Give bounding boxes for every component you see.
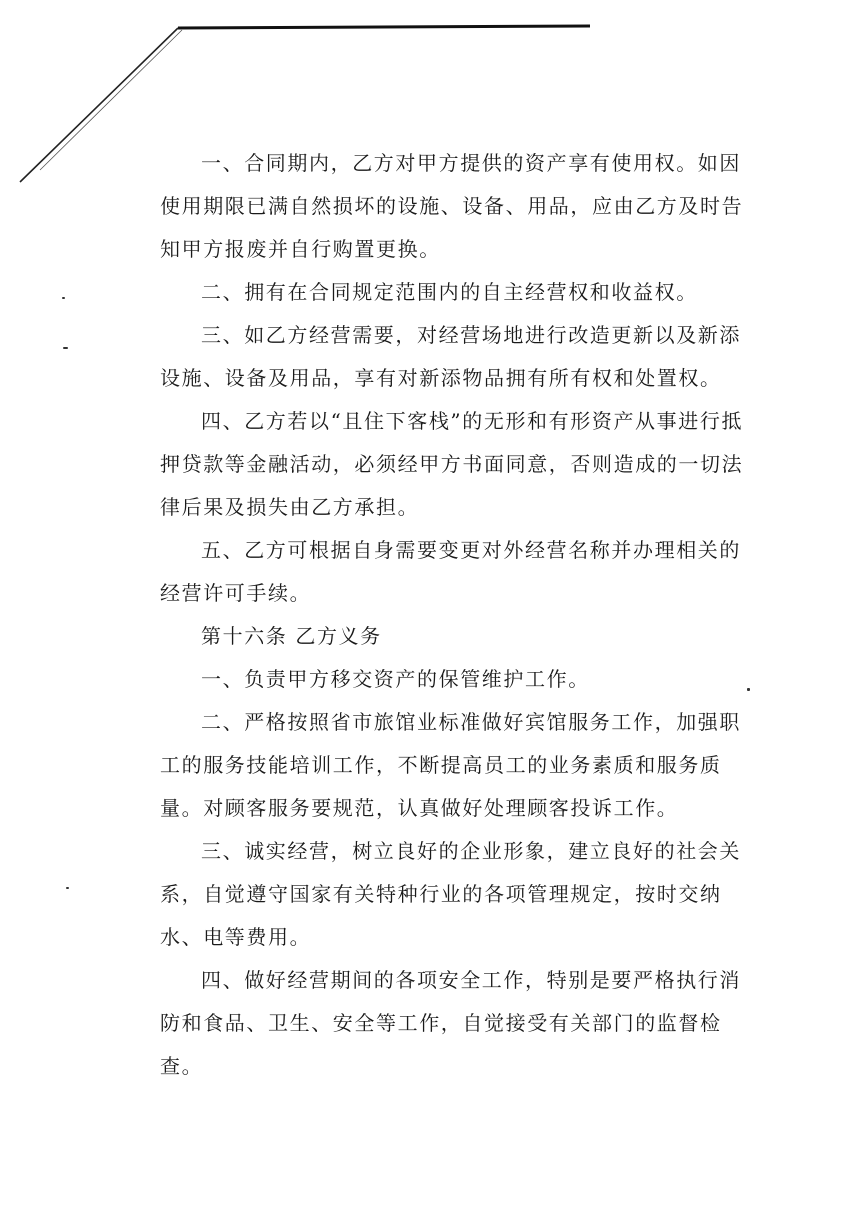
contract-text — [160, 142, 760, 1088]
clause-rights-5: 五、乙方可根据自身需要变更对外经营名称并办理相关的经营许可手续。 — [160, 538, 741, 605]
scan-speck — [66, 887, 69, 889]
scan-speck — [62, 297, 65, 299]
clause-rights-3: 三、如乙方经营需要，对经营场地进行改造更新以及新添设施、设备及用品，享有对新添物品拥有所有权和处置权。 — [160, 323, 741, 390]
clause-duty-4: 四、做好经营期间的各项安全工作，特别是要严格执行消防和食品、卫生、安全等工作，自觉接受有关部门的监督检查。 — [160, 968, 741, 1078]
clause-duty-1: 一、负责甲方移交资产的保管维护工作。 — [201, 667, 590, 691]
clause-duty-3: 三、诚实经营，树立良好的企业形象，建立良好的社会关系，自觉遵守国家有关特种行业的各项管理规定，按时交纳水、电等费用。 — [160, 839, 741, 949]
scan-speck — [63, 347, 68, 349]
clause-rights-1: 一、合同期内，乙方对甲方提供的资产享有使用权。如因使用期限已满自然损坏的设施、设备、用品，应由乙方及时告知甲方报废并自行购置更换。 — [160, 151, 744, 261]
clause-rights-2: 二、拥有在合同规定范围内的自主经营权和收益权。 — [201, 280, 698, 304]
clause-rights-4: 四、乙方若以“且住下客栈”的无形和有形资产从事进行抵押贷款等金融活动，必须经甲方书面同意，否则造成的一切法律后果及损失由乙方承担。 — [160, 409, 744, 519]
article-16-heading: 第十六条 乙方义务 — [201, 624, 382, 648]
clause-duty-2: 二、严格按照省市旅馆业标准做好宾馆服务工作，加强职工的服务技能培训工作，不断提高员工的业务素质和服务质量。对顾客服务要规范，认真做好处理顾客投诉工作。 — [160, 710, 741, 820]
